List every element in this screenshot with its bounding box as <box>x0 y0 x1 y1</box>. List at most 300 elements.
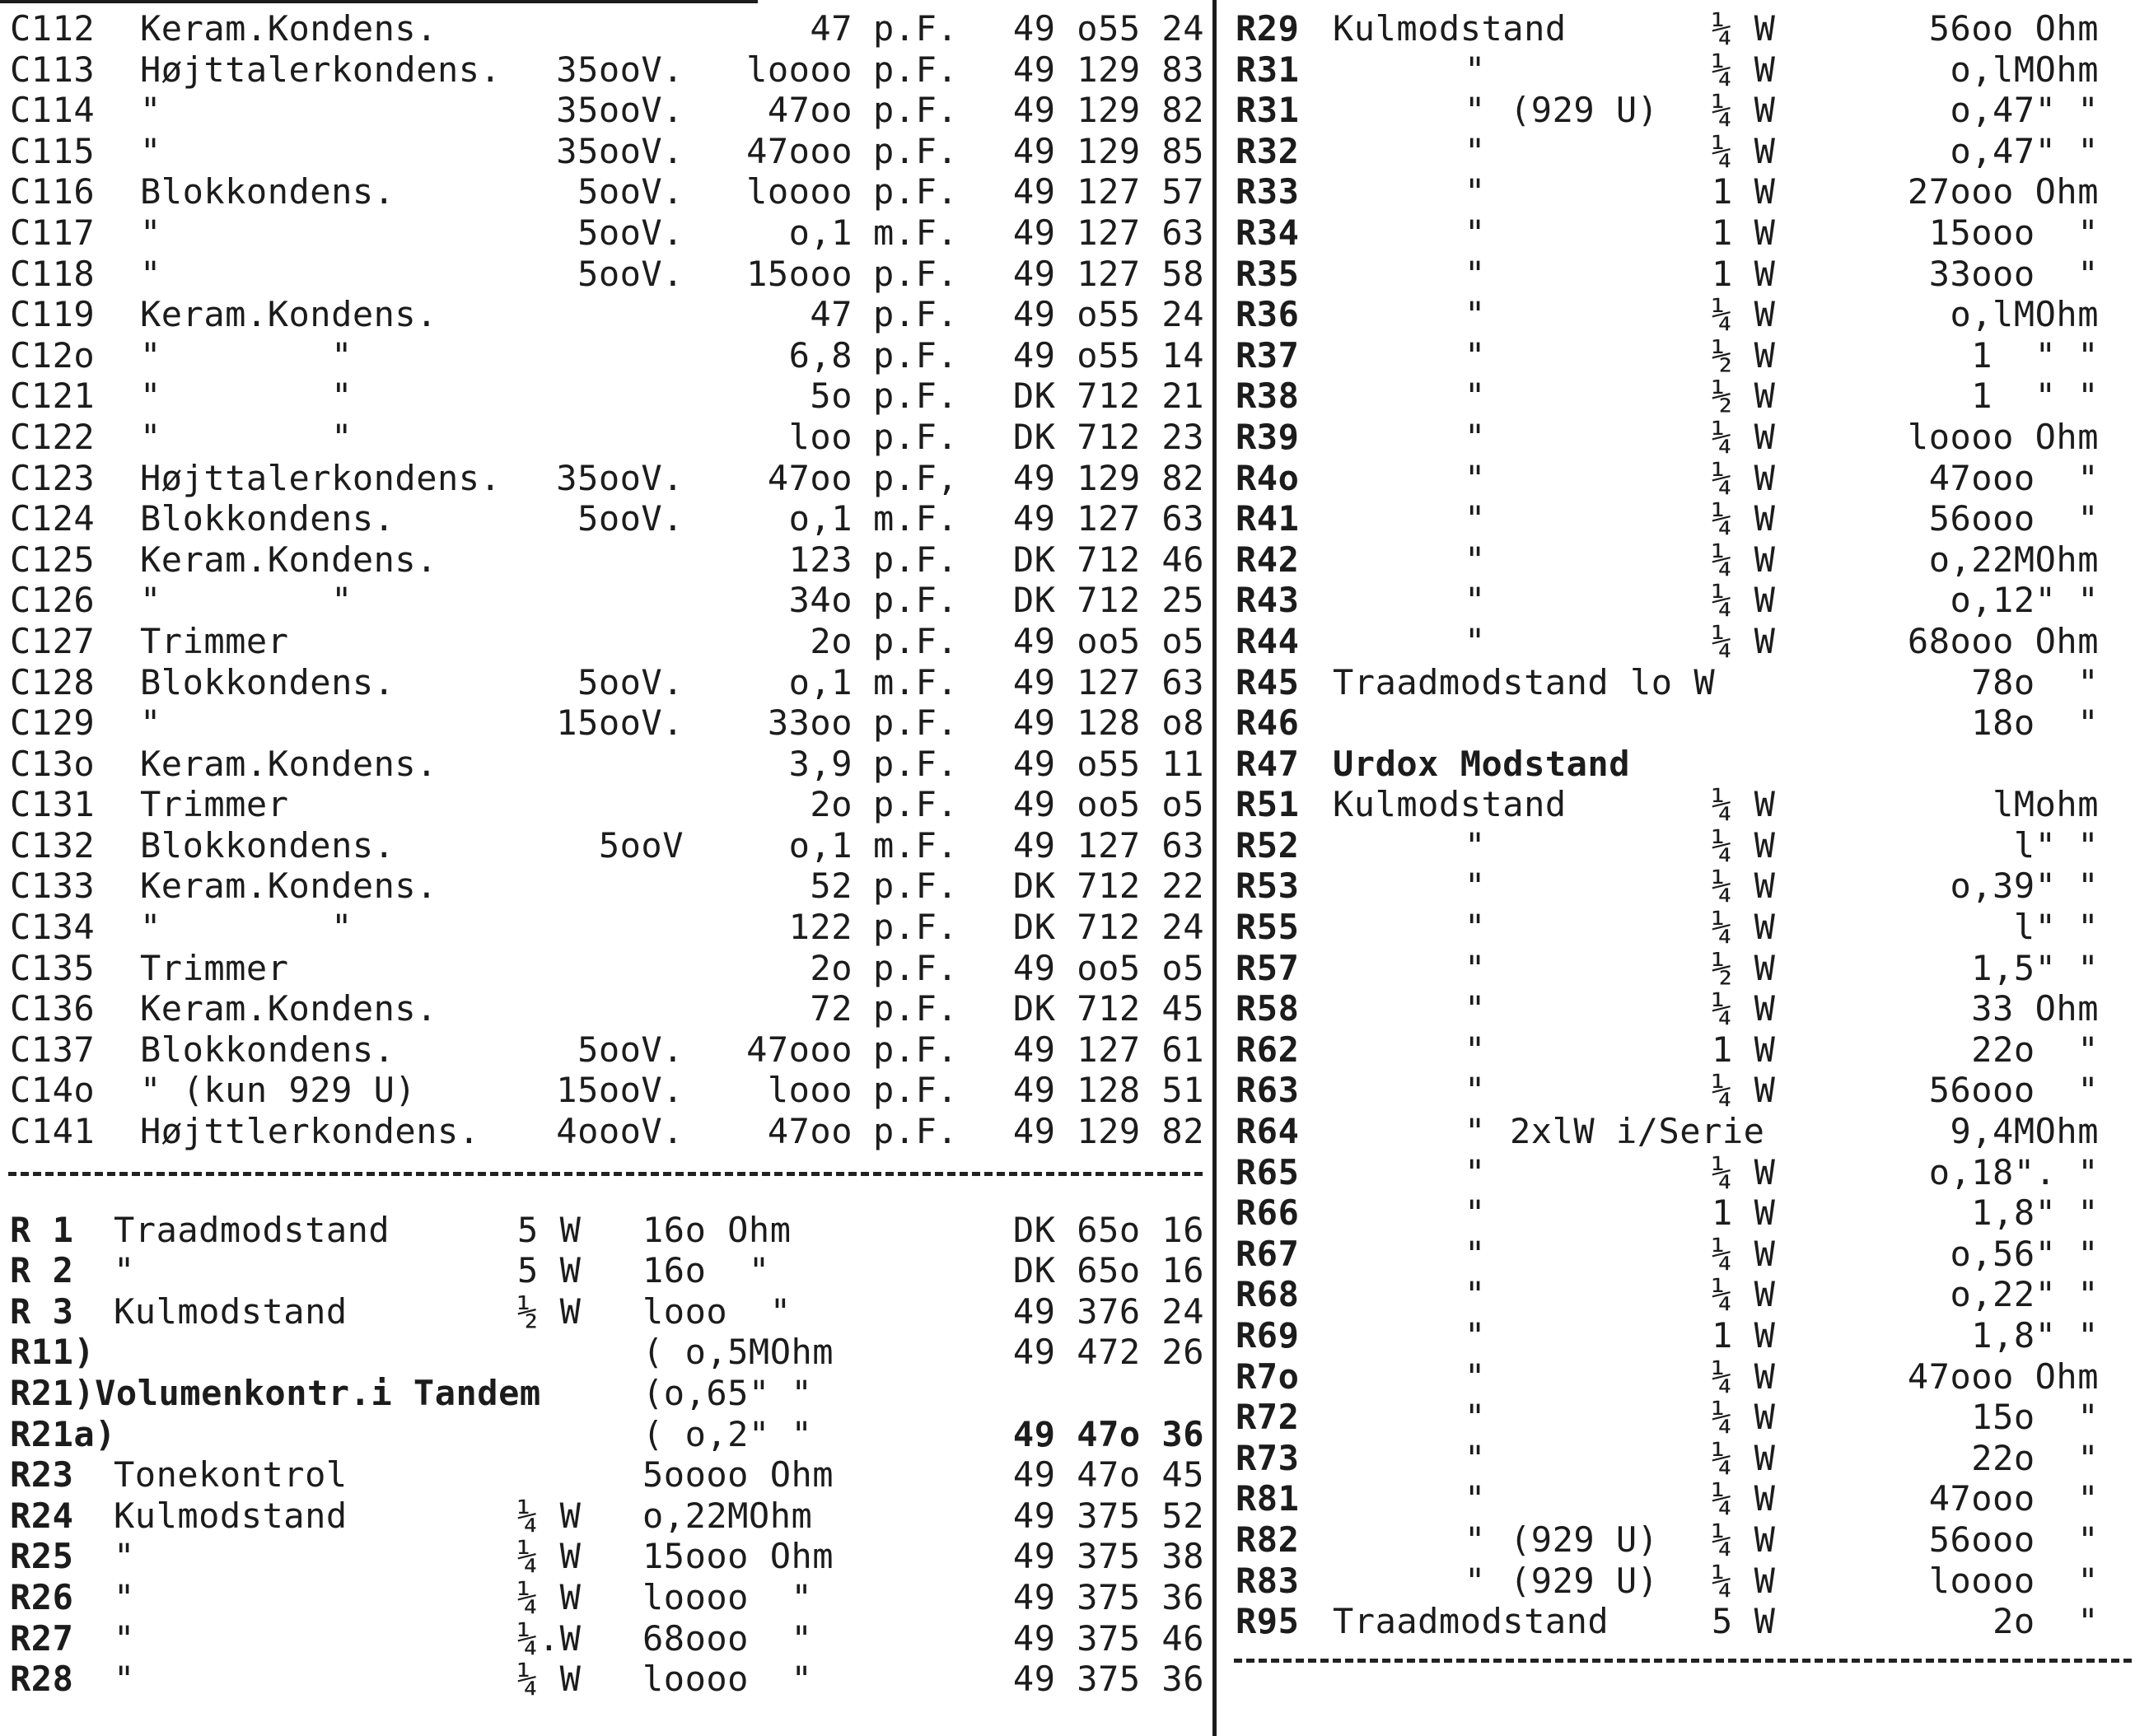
wattage: ¼ W <box>1712 1274 1776 1315</box>
part-ref: R63 <box>1236 1070 1300 1111</box>
part-ref: R69 <box>1236 1315 1300 1356</box>
resistor-row <box>1226 1274 2135 1315</box>
part-value: 2o <box>810 784 853 825</box>
part-value: 123 <box>788 539 853 580</box>
wattage: 5 W <box>517 1209 582 1250</box>
part-value: 5o <box>810 376 853 417</box>
unit: p.F. <box>873 8 959 49</box>
part-ref: R4o <box>1236 457 1300 498</box>
part-ref: R73 <box>1236 1437 1300 1478</box>
part-ref: C122 <box>10 416 96 457</box>
part-ref: R81 <box>1236 1478 1300 1519</box>
part-ref: C135 <box>10 947 96 988</box>
part-value: o,1 <box>788 212 853 253</box>
unit: p.F. <box>873 90 959 131</box>
part-value: 34o <box>788 580 853 621</box>
capacitor-list <box>0 8 1211 1152</box>
capacitor-row <box>0 458 1211 499</box>
capacitor-row <box>0 825 1211 866</box>
part-desc: " <box>140 212 161 253</box>
part-desc: " <box>1465 1397 1486 1438</box>
part-value: 47ooo <box>746 1029 853 1070</box>
voltage: 5ooV <box>598 824 684 866</box>
part-value: 22o " <box>1971 1437 2099 1478</box>
part-ref: C141 <box>10 1111 96 1152</box>
catalog-number: 49 127 63 <box>1012 661 1204 702</box>
capacitor-row <box>0 212 1211 254</box>
part-desc: " <box>140 702 161 744</box>
part-value: ( o,2" " <box>642 1413 813 1454</box>
part-desc: " <box>1465 824 1486 866</box>
part-ref: C136 <box>10 988 96 1029</box>
capacitor-row <box>0 662 1211 703</box>
part-value: 1,5" " <box>1971 947 2099 988</box>
resistor-row <box>1226 580 2135 621</box>
resistor-row <box>1226 458 2135 499</box>
catalog-number: DK 712 45 <box>1012 988 1204 1029</box>
part-desc: " " <box>140 907 353 948</box>
voltage: 35ooV. <box>556 457 684 498</box>
part-desc: Keram.Kondens. <box>140 866 438 907</box>
capacitor-row <box>0 988 1211 1029</box>
resistor-row <box>0 1577 1211 1618</box>
capacitor-row <box>0 702 1211 744</box>
capacitor-row <box>0 8 1211 49</box>
part-value: 72 <box>810 988 853 1029</box>
part-ref: C13o <box>10 743 96 784</box>
part-desc: Højttalerkondens. <box>140 49 502 90</box>
part-value: 122 <box>788 907 853 948</box>
resistor-row <box>1226 417 2135 458</box>
part-desc: Traadmodstand <box>1333 1601 1609 1642</box>
part-value: 15ooo Ohm <box>642 1536 834 1577</box>
catalog-number: DK 712 24 <box>1012 907 1204 948</box>
part-value: loooo " <box>642 1659 813 1700</box>
part-ref: C121 <box>10 376 96 417</box>
part-desc: " <box>1465 130 1486 171</box>
part-desc: " <box>1465 90 1486 131</box>
resistor-row <box>1226 988 2135 1029</box>
part-value: 68ooo " <box>642 1617 813 1659</box>
catalog-number: 49 o55 24 <box>1012 8 1204 49</box>
resistor-row <box>1226 49 2135 91</box>
part-desc: " <box>1465 1560 1486 1601</box>
part-ref: C129 <box>10 702 96 744</box>
resistor-list-right <box>1226 8 2135 1642</box>
part-desc: " <box>114 1659 135 1700</box>
resistor-row <box>1226 212 2135 254</box>
part-value: 33ooo " <box>1928 253 2099 294</box>
part-value: l" " <box>2013 824 2099 866</box>
part-ref: R27 <box>10 1617 74 1659</box>
resistor-list-left <box>0 1210 1211 1700</box>
wattage: ¼ W <box>1712 1478 1776 1519</box>
part-value: o,47" " <box>1950 90 2099 131</box>
part-desc: " <box>1465 1111 1486 1152</box>
resistor-row <box>0 1659 1211 1700</box>
part-ref: R41 <box>1236 498 1300 539</box>
part-desc: " <box>1465 580 1486 621</box>
part-ref: R31 <box>1236 90 1300 131</box>
part-desc: " <box>1465 253 1486 294</box>
part-ref: R39 <box>1236 416 1300 457</box>
capacitor-row <box>0 131 1211 172</box>
resistor-row <box>0 1414 1211 1455</box>
part-value: 56ooo " <box>1928 1070 2099 1111</box>
part-ref: C128 <box>10 661 96 702</box>
part-value: 47ooo <box>746 130 853 171</box>
part-value: 3,9 <box>788 743 853 784</box>
part-ref: R42 <box>1236 539 1300 580</box>
catalog-number: DK 65o 16 <box>1012 1209 1204 1250</box>
part-value: 56ooo " <box>1928 1519 2099 1560</box>
column-divider <box>1212 0 1217 1736</box>
resistor-row <box>1226 1561 2135 1602</box>
unit: p.F. <box>873 988 959 1029</box>
part-ref: C119 <box>10 294 96 335</box>
wattage: ¼ W <box>1712 620 1776 661</box>
part-value: 47ooo Ohm <box>1907 1356 2099 1397</box>
part-value: o,47" " <box>1950 130 2099 171</box>
part-ref: R35 <box>1236 253 1300 294</box>
part-desc: Kulmodstand <box>1333 784 1567 825</box>
part-value: o,18". " <box>1928 1151 2099 1192</box>
part-ref: R21a) <box>10 1413 116 1454</box>
wattage: ¼ W <box>1712 1437 1776 1478</box>
catalog-number: DK 712 22 <box>1012 866 1204 907</box>
unit: m.F. <box>873 661 959 702</box>
wattage: ¼ W <box>1712 539 1776 580</box>
part-ref: C118 <box>10 253 96 294</box>
part-value: 1 " " <box>1971 334 2099 376</box>
catalog-number: 49 127 61 <box>1012 1029 1204 1070</box>
voltage: 35ooV. <box>556 49 684 90</box>
catalog-number: DK 712 25 <box>1012 580 1204 621</box>
part-desc: Keram.Kondens. <box>140 294 438 335</box>
part-desc: " <box>114 1617 135 1659</box>
part-value: o,12" " <box>1950 580 2099 621</box>
capacitor-row <box>0 1029 1211 1071</box>
capacitor-row <box>0 49 1211 91</box>
part-desc: " " <box>140 580 353 621</box>
catalog-number: 49 376 24 <box>1012 1290 1204 1332</box>
wattage: ¼ W <box>517 1536 582 1577</box>
part-ref: R 2 <box>10 1250 74 1291</box>
catalog-number: 49 127 63 <box>1012 212 1204 253</box>
resistor-row <box>1226 1070 2135 1111</box>
part-value: 52 <box>810 866 853 907</box>
wattage: ½ W <box>1712 376 1776 417</box>
resistor-row <box>1226 702 2135 744</box>
resistor-row <box>1226 1478 2135 1519</box>
wattage: ¼ W <box>1712 988 1776 1029</box>
part-ref: R26 <box>10 1576 74 1617</box>
part-desc: " <box>140 90 161 131</box>
wattage: ¼ W <box>1712 8 1776 49</box>
voltage: 5ooV. <box>577 1029 684 1070</box>
part-ref: C132 <box>10 824 96 866</box>
part-ref: R31 <box>1236 49 1300 90</box>
part-desc: " <box>1465 171 1486 212</box>
resistor-row <box>1226 662 2135 703</box>
unit: m.F. <box>873 498 959 539</box>
part-ref: C134 <box>10 907 96 948</box>
catalog-number: 49 47o 36 <box>1012 1413 1204 1454</box>
part-desc: Tonekontrol <box>114 1454 348 1496</box>
part-value: 47oo <box>767 90 853 131</box>
part-desc: " <box>1465 1029 1486 1070</box>
resistor-row <box>0 1454 1211 1496</box>
part-value: 1,8" " <box>1971 1315 2099 1356</box>
wattage: ¼ W <box>1712 457 1776 498</box>
part-ref: R72 <box>1236 1397 1300 1438</box>
unit: p.F. <box>873 294 959 335</box>
wattage: 1 W <box>1712 253 1776 294</box>
capacitor-row <box>0 294 1211 335</box>
part-note: (929 U) <box>1510 1519 1659 1560</box>
part-value: 9,4MOhm <box>1950 1111 2099 1152</box>
part-ref: R83 <box>1236 1560 1300 1601</box>
part-value: o,lMOhm <box>1950 49 2099 90</box>
part-value: 15ooo " <box>1928 212 2099 253</box>
part-value: (o,65" " <box>642 1373 813 1413</box>
resistor-row <box>0 1618 1211 1659</box>
right-separator <box>1226 1642 2135 1675</box>
part-value: 47ooo " <box>1928 1478 2099 1519</box>
part-ref: C115 <box>10 130 96 171</box>
wattage: 5 W <box>1712 1601 1776 1642</box>
part-desc: " <box>140 253 161 294</box>
unit: m.F. <box>873 824 959 866</box>
wattage: ¼ W <box>1712 784 1776 825</box>
part-value: loooo " <box>642 1576 813 1617</box>
part-desc: Højttlerkondens. <box>140 1111 480 1152</box>
part-value: 5oooo Ohm <box>642 1454 834 1496</box>
part-desc: " <box>1465 294 1486 335</box>
part-note: 2xlW i/Serie <box>1510 1111 1765 1152</box>
part-ref: R36 <box>1236 294 1300 335</box>
catalog-number: 49 o55 14 <box>1012 334 1204 376</box>
part-note: (929 U) <box>1510 1560 1659 1601</box>
catalog-number: 49 oo5 o5 <box>1012 620 1204 661</box>
part-desc: " <box>1465 907 1486 948</box>
catalog-number: 49 375 38 <box>1012 1536 1204 1577</box>
part-desc: " <box>1465 1315 1486 1356</box>
part-ref: R21)Volumenkontr.i Tandem <box>10 1373 541 1413</box>
unit: p.F. <box>873 253 959 294</box>
catalog-number: 49 129 82 <box>1012 90 1204 131</box>
part-ref: C114 <box>10 90 96 131</box>
catalog-number: 49 129 82 <box>1012 1111 1204 1152</box>
part-value: 56oo Ohm <box>1928 8 2099 49</box>
wattage: ¼ W <box>1712 49 1776 90</box>
part-value: o,22MOhm <box>1928 539 2099 580</box>
capacitor-row <box>0 90 1211 131</box>
catalog-number: 49 375 46 <box>1012 1617 1204 1659</box>
resistor-row <box>1226 784 2135 825</box>
part-desc: Traadmodstand <box>114 1209 390 1250</box>
unit: p.F. <box>873 130 959 171</box>
part-value: 6,8 <box>788 334 853 376</box>
unit: p.F. <box>873 1029 959 1070</box>
part-value: looo " <box>642 1290 792 1332</box>
resistor-row <box>1226 376 2135 417</box>
part-ref: C124 <box>10 498 96 539</box>
voltage: 5ooV. <box>577 661 684 702</box>
part-ref: C14o <box>10 1070 96 1111</box>
part-desc: Trimmer <box>140 947 289 988</box>
capacitor-row <box>0 498 1211 539</box>
unit: p.F. <box>873 702 959 744</box>
capacitor-row <box>0 254 1211 295</box>
part-desc: Keram.Kondens. <box>140 539 438 580</box>
part-value: 33oo <box>767 702 853 744</box>
wattage: ½ W <box>1712 947 1776 988</box>
voltage: 5ooV. <box>577 212 684 253</box>
part-value: o,22MOhm <box>642 1495 813 1536</box>
part-value: loooo Ohm <box>1907 416 2099 457</box>
wattage: ¼ W <box>1712 1397 1776 1438</box>
wattage: 5 W <box>517 1250 582 1291</box>
resistor-row <box>1226 1234 2135 1275</box>
part-value: 2o " <box>1993 1601 2099 1642</box>
resistor-row <box>1226 1029 2135 1071</box>
part-ref: C112 <box>10 8 96 49</box>
part-ref: R25 <box>10 1536 74 1577</box>
part-ref: C127 <box>10 620 96 661</box>
wattage: ¼ W <box>1712 130 1776 171</box>
capacitor-row <box>0 621 1211 662</box>
catalog-number: 49 128 51 <box>1012 1070 1204 1111</box>
part-desc: " (kun 929 U) <box>140 1070 417 1111</box>
resistor-row <box>1226 1356 2135 1398</box>
catalog-number: 49 oo5 o5 <box>1012 784 1204 825</box>
part-ref: R24 <box>10 1495 74 1536</box>
part-value: lMohm <box>1993 784 2099 825</box>
catalog-number: 49 129 85 <box>1012 130 1204 171</box>
part-desc: " <box>1465 1274 1486 1315</box>
part-desc: Trimmer <box>140 784 289 825</box>
part-value: o,22" " <box>1950 1274 2099 1315</box>
part-desc: Kulmodstand <box>114 1290 348 1332</box>
part-desc: " <box>1465 457 1486 498</box>
resistor-row <box>0 1496 1211 1537</box>
catalog-number: 49 oo5 o5 <box>1012 947 1204 988</box>
catalog-number: 49 o55 11 <box>1012 743 1204 784</box>
voltage: 35ooV. <box>556 130 684 171</box>
resistor-row <box>1226 1152 2135 1193</box>
resistor-row <box>1226 131 2135 172</box>
unit: p.F. <box>873 580 959 621</box>
unit: p.F. <box>873 49 959 90</box>
resistor-row <box>1226 1601 2135 1642</box>
part-value: o,lMOhm <box>1950 294 2099 335</box>
wattage: ¼ W <box>517 1495 582 1536</box>
part-ref: C125 <box>10 539 96 580</box>
part-desc: Kulmodstand <box>1333 8 1567 49</box>
wattage: ¼ W <box>1712 580 1776 621</box>
wattage: 1 W <box>1712 212 1776 253</box>
part-value: 2o <box>810 620 853 661</box>
capacitor-row <box>0 580 1211 621</box>
part-desc: " <box>1465 498 1486 539</box>
part-desc: Højttalerkondens. <box>140 457 502 498</box>
part-desc: Trimmer <box>140 620 289 661</box>
part-value: o,1 <box>788 498 853 539</box>
unit: p.F, <box>873 457 959 498</box>
part-ref: R34 <box>1236 212 1300 253</box>
part-desc: " <box>1465 1151 1486 1192</box>
part-ref: R53 <box>1236 866 1300 907</box>
part-ref: R37 <box>1236 334 1300 376</box>
unit: p.F. <box>873 947 959 988</box>
wattage: ¼ W <box>517 1659 582 1700</box>
part-value: 56ooo " <box>1928 498 2099 539</box>
catalog-number: 49 129 82 <box>1012 457 1204 498</box>
catalog-number: DK 65o 16 <box>1012 1250 1204 1291</box>
part-desc: Urdox Modstand <box>1333 743 1631 784</box>
catalog-number: 49 375 36 <box>1012 1659 1204 1700</box>
part-ref: R52 <box>1236 824 1300 866</box>
catalog-number: 49 375 36 <box>1012 1576 1204 1617</box>
part-ref: R51 <box>1236 784 1300 825</box>
part-value: 1 " " <box>1971 376 2099 417</box>
capacitor-row <box>0 866 1211 907</box>
wattage: ½ W <box>517 1290 582 1332</box>
wattage: ¼ W <box>1712 1356 1776 1397</box>
part-desc: " <box>1465 376 1486 417</box>
unit: p.F. <box>873 1070 959 1111</box>
part-ref: R28 <box>10 1659 74 1700</box>
resistor-row <box>1226 1192 2135 1234</box>
resistor-row <box>0 1291 1211 1332</box>
part-ref: C131 <box>10 784 96 825</box>
part-desc: Keram.Kondens. <box>140 988 438 1029</box>
resistor-row <box>0 1210 1211 1251</box>
catalog-number: DK 712 46 <box>1012 539 1204 580</box>
unit: p.F. <box>873 416 959 457</box>
resistor-row <box>1226 621 2135 662</box>
resistor-row <box>1226 907 2135 948</box>
wattage: ¼ W <box>1712 1151 1776 1192</box>
wattage: ¼ W <box>1712 1560 1776 1601</box>
resistor-row <box>1226 825 2135 866</box>
resistor-row <box>1226 1315 2135 1356</box>
part-ref: C117 <box>10 212 96 253</box>
capacitor-row <box>0 171 1211 212</box>
part-value: 2o <box>810 947 853 988</box>
catalog-number: 49 47o 45 <box>1012 1454 1204 1496</box>
part-desc: " <box>1465 1519 1486 1560</box>
unit: p.F. <box>873 620 959 661</box>
part-desc: " <box>1465 1437 1486 1478</box>
catalog-number: 49 127 57 <box>1012 171 1204 212</box>
part-value: o,56" " <box>1950 1233 2099 1274</box>
resistor-row <box>1226 948 2135 989</box>
resistor-row <box>1226 254 2135 295</box>
part-ref: R68 <box>1236 1274 1300 1315</box>
wattage: ¼ W <box>1712 866 1776 907</box>
part-ref: R95 <box>1236 1601 1300 1642</box>
catalog-number: 49 129 83 <box>1012 49 1204 90</box>
resistor-row <box>1226 294 2135 335</box>
unit: p.F. <box>873 866 959 907</box>
part-note: (929 U) <box>1510 90 1659 131</box>
part-desc: " " <box>140 416 353 457</box>
part-ref: R64 <box>1236 1111 1300 1152</box>
resistor-row <box>1226 90 2135 131</box>
part-ref: R23 <box>10 1454 74 1496</box>
